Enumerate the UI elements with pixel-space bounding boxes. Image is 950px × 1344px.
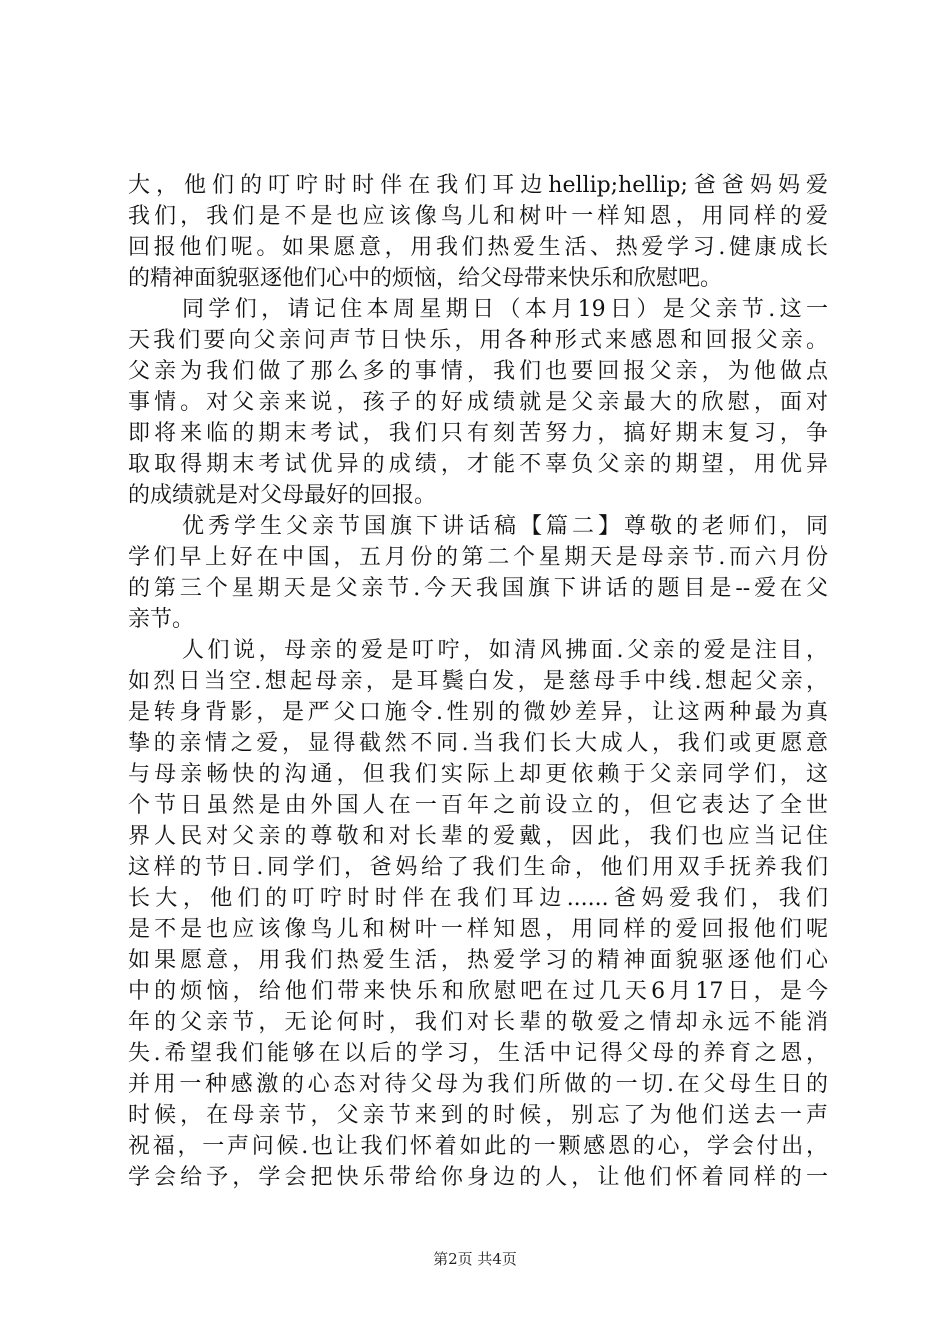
text-line: 的精神面貌驱逐他们心中的烦恼，给父母带来快乐和欣慰吧。: [128, 266, 723, 291]
text-line: 事情。对父亲来说，孩子的好成绩就是父亲最大的欣慰，面对: [128, 390, 828, 415]
text-line: 学会给予，学会把快乐带给你身边的人，让他们怀着同样的一: [128, 1165, 828, 1190]
text-line: 年的父亲节，无论何时，我们对长辈的敬爱之情却永远不能消: [128, 1010, 828, 1035]
text-line: 回报他们呢。如果愿意，用我们热爱生活、热爱学习.健康成长: [128, 235, 828, 260]
text-line: 如烈日当空.想起母亲，是耳鬓白发，是慈母手中线.想起父亲，: [128, 669, 828, 694]
text-line: 并用一种感激的心态对待父母为我们所做的一切.在父母生日的: [128, 1072, 828, 1097]
text-line: 时候，在母亲节，父亲节来到的时候，别忘了为他们送去一声: [128, 1103, 828, 1128]
document-body: [128, 170, 828, 1193]
paragraph-start-line: 同学们，请记住本周星期日（本月19日）是父亲节.这一: [182, 297, 828, 322]
paragraph-start-line: 优秀学生父亲节国旗下讲话稿【篇二】尊敬的老师们，同: [182, 514, 828, 539]
text-line: 的第三个星期天是父亲节.今天我国旗下讲话的题目是--爱在父: [128, 576, 828, 601]
text-line: 与母亲畅快的沟通，但我们实际上却更依赖于父亲同学们，这: [128, 762, 828, 787]
text-line: 界人民对父亲的尊敬和对长辈的爱戴，因此，我们也应当记住: [128, 824, 828, 849]
text-line: 即将来临的期末考试，我们只有刻苦努力，搞好期末复习，争: [128, 421, 828, 446]
paragraph-start-line: 人们说，母亲的爱是叮咛，如清风拂面.父亲的爱是注目，: [182, 638, 828, 663]
text-line: 中的烦恼，给他们带来快乐和欣慰吧在过几天6月17日，是今: [128, 979, 828, 1004]
text-line: 取取得期末考试优异的成绩，才能不辜负父亲的期望，用优异: [128, 452, 828, 477]
text-line: 父亲为我们做了那么多的事情，我们也要回报父亲，为他做点: [128, 359, 828, 384]
text-line: 学们早上好在中国，五月份的第二个星期天是母亲节.而六月份: [128, 545, 828, 570]
text-line: 我们，我们是不是也应该像鸟儿和树叶一样知恩，用同样的爱: [128, 204, 828, 229]
text-line: 的成绩就是对父母最好的回报。: [128, 483, 437, 508]
text-line: 如果愿意，用我们热爱生活，热爱学习的精神面貌驱逐他们心: [128, 948, 828, 973]
text-line: 亲节。: [128, 607, 195, 632]
text-line: 大，他们的叮咛时时伴在我们耳边hellip;hellip;爸爸妈妈爱: [128, 173, 828, 198]
text-line: 长大，他们的叮咛时时伴在我们耳边......爸妈爱我们，我们: [128, 886, 828, 911]
page-number-footer: 第2页 共4页: [433, 1250, 517, 1268]
text-line: 是转身背影，是严父口施令.性别的微妙差异，让这两种最为真: [128, 700, 828, 725]
text-line: 这样的节日.同学们，爸妈给了我们生命，他们用双手抚养我们: [128, 855, 828, 880]
text-line: 个节日虽然是由外国人在一百年之前设立的，但它表达了全世: [128, 793, 828, 818]
text-line: 祝福，一声问候.也让我们怀着如此的一颗感恩的心，学会付出，: [128, 1134, 828, 1159]
text-line: 挚的亲情之爱，显得截然不同.当我们长大成人，我们或更愿意: [128, 731, 828, 756]
text-line: 天我们要向父亲问声节日快乐，用各种形式来感恩和回报父亲。: [128, 328, 828, 353]
text-line: 是不是也应该像鸟儿和树叶一样知恩，用同样的爱回报他们呢: [128, 917, 828, 942]
text-line: 失.希望我们能够在以后的学习，生活中记得父母的养育之恩，: [128, 1041, 828, 1066]
